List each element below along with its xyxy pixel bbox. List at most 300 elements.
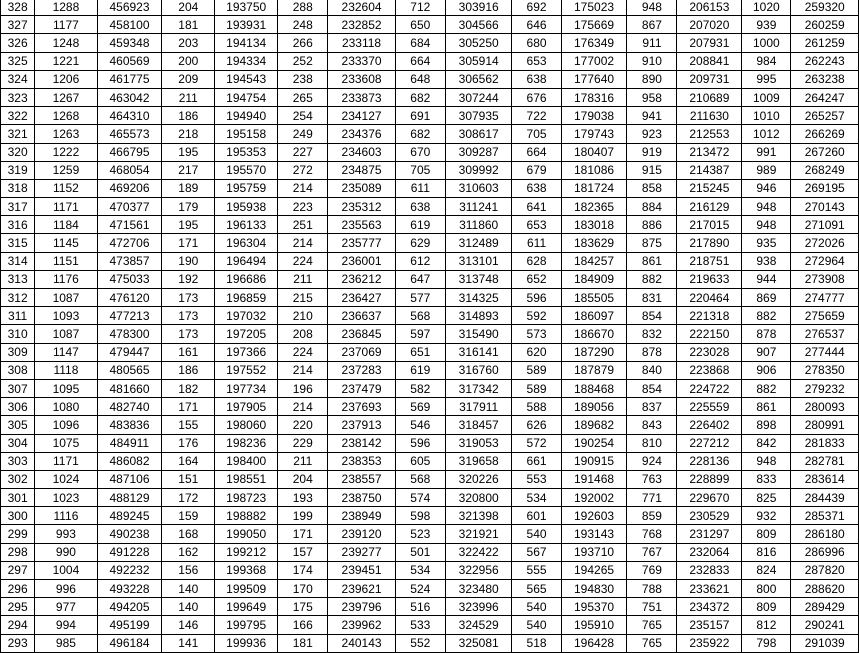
- table-cell: 458100: [97, 16, 162, 34]
- table-cell: 252: [278, 52, 328, 70]
- table-cell: 192: [162, 270, 215, 288]
- table-cell: 882: [742, 379, 791, 397]
- table-cell: 765: [627, 616, 677, 634]
- table-cell: 890: [627, 70, 677, 88]
- table-cell: 182365: [561, 198, 627, 216]
- table-cell: 190: [162, 252, 215, 270]
- table-row: [1, 379, 859, 397]
- table-cell: 302: [1, 470, 35, 488]
- table-cell: 204: [162, 0, 215, 16]
- table-cell: 990: [35, 543, 97, 561]
- table-cell: 283614: [791, 470, 859, 488]
- table-row: [1, 580, 859, 598]
- table-cell: 235922: [677, 634, 742, 652]
- table-cell: 195759: [215, 179, 278, 197]
- table-cell: 682: [395, 125, 445, 143]
- table-cell: 1222: [35, 143, 97, 161]
- table-cell: 288620: [791, 580, 859, 598]
- table-row: [1, 434, 859, 452]
- table-cell: 995: [742, 70, 791, 88]
- table-cell: 311860: [445, 216, 512, 234]
- table-cell: 198551: [215, 470, 278, 488]
- table-row: [1, 107, 859, 125]
- table-cell: 596: [395, 434, 445, 452]
- table-cell: 215: [278, 289, 328, 307]
- table-cell: 214: [278, 179, 328, 197]
- table-cell: 186: [162, 107, 215, 125]
- table-cell: 268249: [791, 161, 859, 179]
- table-cell: 232833: [677, 561, 742, 579]
- table-cell: 569: [395, 398, 445, 416]
- table-cell: 239277: [328, 543, 395, 561]
- table-cell: 299: [1, 525, 35, 543]
- table-cell: 464310: [97, 107, 162, 125]
- table-cell: 705: [395, 161, 445, 179]
- table-cell: 948: [742, 452, 791, 470]
- table-cell: 941: [627, 107, 677, 125]
- table-cell: 238: [278, 70, 328, 88]
- table-cell: 159: [162, 507, 215, 525]
- table-cell: 184909: [561, 270, 627, 288]
- table-cell: 254: [278, 107, 328, 125]
- table-cell: 140: [162, 598, 215, 616]
- table-cell: 235777: [328, 234, 395, 252]
- table-cell: 800: [742, 580, 791, 598]
- table-cell: 285371: [791, 507, 859, 525]
- table-cell: 321: [1, 125, 35, 143]
- table-cell: 323: [1, 88, 35, 106]
- table-cell: 211: [278, 270, 328, 288]
- table-cell: 486082: [97, 452, 162, 470]
- table-cell: 170: [278, 580, 328, 598]
- table-cell: 195370: [561, 598, 627, 616]
- table-cell: 910: [627, 52, 677, 70]
- table-cell: 238353: [328, 452, 395, 470]
- table-cell: 684: [395, 34, 445, 52]
- table-cell: 162: [162, 543, 215, 561]
- table-cell: 146: [162, 616, 215, 634]
- table-row: [1, 289, 859, 307]
- table-cell: 484911: [97, 434, 162, 452]
- table-cell: 476120: [97, 289, 162, 307]
- table-cell: 567: [512, 543, 561, 561]
- table-cell: 249: [278, 125, 328, 143]
- table-cell: 1095: [35, 379, 97, 397]
- table-row: [1, 616, 859, 634]
- table-cell: 318457: [445, 416, 512, 434]
- table-row: [1, 0, 859, 16]
- table-cell: 322: [1, 107, 35, 125]
- table-cell: 316: [1, 216, 35, 234]
- table-cell: 316760: [445, 361, 512, 379]
- table-cell: 176: [162, 434, 215, 452]
- table-cell: 190254: [561, 434, 627, 452]
- table-cell: 646: [512, 16, 561, 34]
- table-cell: 209731: [677, 70, 742, 88]
- table-cell: 195570: [215, 161, 278, 179]
- table-cell: 226402: [677, 416, 742, 434]
- table-cell: 692: [512, 0, 561, 16]
- table-cell: 906: [742, 361, 791, 379]
- table-cell: 269195: [791, 179, 859, 197]
- table-cell: 178316: [561, 88, 627, 106]
- table-cell: 629: [395, 234, 445, 252]
- table-cell: 174: [278, 561, 328, 579]
- table-cell: 234372: [677, 598, 742, 616]
- table-cell: 238142: [328, 434, 395, 452]
- table-cell: 194940: [215, 107, 278, 125]
- table-cell: 320226: [445, 470, 512, 488]
- table-cell: 466795: [97, 143, 162, 161]
- table-cell: 225559: [677, 398, 742, 416]
- table-cell: 534: [395, 561, 445, 579]
- table-cell: 620: [512, 343, 561, 361]
- table-cell: 840: [627, 361, 677, 379]
- table-cell: 237693: [328, 398, 395, 416]
- table-cell: 501: [395, 543, 445, 561]
- table-cell: 1004: [35, 561, 97, 579]
- table-row: [1, 398, 859, 416]
- table-cell: 1116: [35, 507, 97, 525]
- table-cell: 932: [742, 507, 791, 525]
- table-cell: 215245: [677, 179, 742, 197]
- table-cell: 191468: [561, 470, 627, 488]
- table-cell: 214: [278, 361, 328, 379]
- table-cell: 223868: [677, 361, 742, 379]
- table-cell: 304: [1, 434, 35, 452]
- table-cell: 307: [1, 379, 35, 397]
- table-cell: 459348: [97, 34, 162, 52]
- table-cell: 186097: [561, 307, 627, 325]
- table-cell: 651: [395, 343, 445, 361]
- table-cell: 175669: [561, 16, 627, 34]
- table-cell: 239962: [328, 616, 395, 634]
- table-cell: 214387: [677, 161, 742, 179]
- table-cell: 463042: [97, 88, 162, 106]
- table-cell: 171: [162, 234, 215, 252]
- table-cell: 188468: [561, 379, 627, 397]
- table-cell: 518: [512, 634, 561, 652]
- table-cell: 477213: [97, 307, 162, 325]
- table-cell: 816: [742, 543, 791, 561]
- table-cell: 291039: [791, 634, 859, 652]
- table-cell: 568: [395, 470, 445, 488]
- table-row: [1, 234, 859, 252]
- table-cell: 314893: [445, 307, 512, 325]
- table-cell: 277444: [791, 343, 859, 361]
- table-cell: 480565: [97, 361, 162, 379]
- table-cell: 324529: [445, 616, 512, 634]
- table-cell: 751: [627, 598, 677, 616]
- table-cell: 210: [278, 307, 328, 325]
- table-cell: 924: [627, 452, 677, 470]
- table-cell: 472706: [97, 234, 162, 252]
- table-cell: 262243: [791, 52, 859, 70]
- table-cell: 810: [627, 434, 677, 452]
- table-cell: 647: [395, 270, 445, 288]
- table-cell: 193750: [215, 0, 278, 16]
- table-cell: 309: [1, 343, 35, 361]
- table-cell: 1268: [35, 107, 97, 125]
- table-cell: 219633: [677, 270, 742, 288]
- table-cell: 1171: [35, 198, 97, 216]
- table-cell: 1000: [742, 34, 791, 52]
- table-cell: 171: [278, 525, 328, 543]
- table-body: [1, 0, 859, 652]
- table-cell: 309287: [445, 143, 512, 161]
- table-cell: 320: [1, 143, 35, 161]
- table-cell: 187879: [561, 361, 627, 379]
- table-cell: 195938: [215, 198, 278, 216]
- table-cell: 1118: [35, 361, 97, 379]
- table-cell: 991: [742, 143, 791, 161]
- table-cell: 231297: [677, 525, 742, 543]
- table-cell: 298: [1, 543, 35, 561]
- table-cell: 199649: [215, 598, 278, 616]
- table-cell: 878: [627, 343, 677, 361]
- table-cell: 195910: [561, 616, 627, 634]
- table-cell: 948: [742, 198, 791, 216]
- table-cell: 157: [278, 543, 328, 561]
- table-cell: 237069: [328, 343, 395, 361]
- table-cell: 691: [395, 107, 445, 125]
- table-cell: 1176: [35, 270, 97, 288]
- table-cell: 304566: [445, 16, 512, 34]
- table-cell: 676: [512, 88, 561, 106]
- table-cell: 176349: [561, 34, 627, 52]
- table-cell: 882: [627, 270, 677, 288]
- table-cell: 189056: [561, 398, 627, 416]
- table-cell: 234875: [328, 161, 395, 179]
- table-cell: 251: [278, 216, 328, 234]
- table-cell: 533: [395, 616, 445, 634]
- table-cell: 491228: [97, 543, 162, 561]
- table-cell: 321921: [445, 525, 512, 543]
- table-cell: 313101: [445, 252, 512, 270]
- table-cell: 305250: [445, 34, 512, 52]
- table-cell: 481660: [97, 379, 162, 397]
- table-cell: 239120: [328, 525, 395, 543]
- table-cell: 598: [395, 507, 445, 525]
- table-cell: 555: [512, 561, 561, 579]
- table-cell: 198723: [215, 489, 278, 507]
- table-cell: 156: [162, 561, 215, 579]
- table-cell: 994: [35, 616, 97, 634]
- table-cell: 177640: [561, 70, 627, 88]
- table-cell: 878: [742, 325, 791, 343]
- table-cell: 768: [627, 525, 677, 543]
- table-cell: 186670: [561, 325, 627, 343]
- table-cell: 181: [278, 634, 328, 652]
- table-cell: 232604: [328, 0, 395, 16]
- table-row: [1, 125, 859, 143]
- table-cell: 197905: [215, 398, 278, 416]
- table-cell: 234376: [328, 125, 395, 143]
- table-cell: 182: [162, 379, 215, 397]
- table-cell: 267260: [791, 143, 859, 161]
- table-cell: 220: [278, 416, 328, 434]
- table-cell: 207931: [677, 34, 742, 52]
- table-row: [1, 598, 859, 616]
- table-cell: 907: [742, 343, 791, 361]
- table-cell: 314: [1, 252, 35, 270]
- table-cell: 203: [162, 34, 215, 52]
- table-cell: 812: [742, 616, 791, 634]
- table-row: [1, 543, 859, 561]
- table-cell: 236427: [328, 289, 395, 307]
- table-cell: 478300: [97, 325, 162, 343]
- table-cell: 1010: [742, 107, 791, 125]
- table-cell: 181086: [561, 161, 627, 179]
- table-cell: 989: [742, 161, 791, 179]
- table-cell: 198236: [215, 434, 278, 452]
- table-cell: 235312: [328, 198, 395, 216]
- table-cell: 237479: [328, 379, 395, 397]
- table-cell: 195: [162, 143, 215, 161]
- table-cell: 197205: [215, 325, 278, 343]
- table-cell: 1087: [35, 325, 97, 343]
- table-cell: 239796: [328, 598, 395, 616]
- table-cell: 300: [1, 507, 35, 525]
- table-cell: 479447: [97, 343, 162, 361]
- table-cell: 824: [742, 561, 791, 579]
- table-cell: 271091: [791, 216, 859, 234]
- table-cell: 238557: [328, 470, 395, 488]
- table-cell: 197552: [215, 361, 278, 379]
- table-row: [1, 343, 859, 361]
- table-cell: 293: [1, 634, 35, 652]
- table-cell: 619: [395, 216, 445, 234]
- table-cell: 236845: [328, 325, 395, 343]
- table-cell: 224722: [677, 379, 742, 397]
- table-cell: 470377: [97, 198, 162, 216]
- table-cell: 233873: [328, 88, 395, 106]
- table-cell: 653: [512, 216, 561, 234]
- table-cell: 179038: [561, 107, 627, 125]
- table-cell: 601: [512, 507, 561, 525]
- table-cell: 460569: [97, 52, 162, 70]
- table-cell: 195158: [215, 125, 278, 143]
- table-cell: 605: [395, 452, 445, 470]
- table-cell: 319: [1, 161, 35, 179]
- table-cell: 187290: [561, 343, 627, 361]
- table-cell: 206153: [677, 0, 742, 16]
- table-cell: 151: [162, 470, 215, 488]
- table-cell: 197032: [215, 307, 278, 325]
- table-cell: 266269: [791, 125, 859, 143]
- table-cell: 475033: [97, 270, 162, 288]
- table-cell: 461775: [97, 70, 162, 88]
- table-cell: 312489: [445, 234, 512, 252]
- table-cell: 239621: [328, 580, 395, 598]
- table-row: [1, 16, 859, 34]
- table-cell: 185505: [561, 289, 627, 307]
- table-cell: 958: [627, 88, 677, 106]
- table-cell: 682: [395, 88, 445, 106]
- table-cell: 236212: [328, 270, 395, 288]
- table-cell: 1080: [35, 398, 97, 416]
- table-cell: 1177: [35, 16, 97, 34]
- table-cell: 471561: [97, 216, 162, 234]
- table-cell: 915: [627, 161, 677, 179]
- table-cell: 192002: [561, 489, 627, 507]
- table-cell: 194265: [561, 561, 627, 579]
- table-cell: 861: [742, 398, 791, 416]
- table-cell: 295: [1, 598, 35, 616]
- table-cell: 265: [278, 88, 328, 106]
- table-cell: 310603: [445, 179, 512, 197]
- table-cell: 211630: [677, 107, 742, 125]
- table-cell: 465573: [97, 125, 162, 143]
- table-cell: 938: [742, 252, 791, 270]
- table-cell: 882: [742, 307, 791, 325]
- table-cell: 589: [512, 379, 561, 397]
- table-cell: 265257: [791, 107, 859, 125]
- table-cell: 323996: [445, 598, 512, 616]
- table-cell: 612: [395, 252, 445, 270]
- table-cell: 308617: [445, 125, 512, 143]
- table-cell: 1288: [35, 0, 97, 16]
- table-cell: 199795: [215, 616, 278, 634]
- table-cell: 313: [1, 270, 35, 288]
- table-cell: 270143: [791, 198, 859, 216]
- table-cell: 155: [162, 416, 215, 434]
- table-cell: 305: [1, 416, 35, 434]
- table-cell: 234127: [328, 107, 395, 125]
- table-cell: 842: [742, 434, 791, 452]
- table-cell: 1248: [35, 34, 97, 52]
- table-cell: 290241: [791, 616, 859, 634]
- table-cell: 194134: [215, 34, 278, 52]
- table-cell: 272: [278, 161, 328, 179]
- table-cell: 858: [627, 179, 677, 197]
- table-cell: 492232: [97, 561, 162, 579]
- table-cell: 540: [512, 598, 561, 616]
- table-cell: 220464: [677, 289, 742, 307]
- table-cell: 229670: [677, 489, 742, 507]
- table-cell: 168: [162, 525, 215, 543]
- table-cell: 611: [512, 234, 561, 252]
- table-cell: 1012: [742, 125, 791, 143]
- table-cell: 588: [512, 398, 561, 416]
- table-cell: 552: [395, 634, 445, 652]
- table-cell: 221318: [677, 307, 742, 325]
- table-cell: 898: [742, 416, 791, 434]
- table-cell: 809: [742, 598, 791, 616]
- table-cell: 214: [278, 234, 328, 252]
- table-cell: 272026: [791, 234, 859, 252]
- table-cell: 628: [512, 252, 561, 270]
- table-cell: 592: [512, 307, 561, 325]
- table-cell: 310: [1, 325, 35, 343]
- table-cell: 712: [395, 0, 445, 16]
- table-cell: 175: [278, 598, 328, 616]
- table-cell: 287820: [791, 561, 859, 579]
- table-cell: 1087: [35, 289, 97, 307]
- table-cell: 482740: [97, 398, 162, 416]
- table-row: [1, 634, 859, 652]
- table-cell: 199: [278, 507, 328, 525]
- table-row: [1, 325, 859, 343]
- table-cell: 194543: [215, 70, 278, 88]
- table-cell: 854: [627, 307, 677, 325]
- table-cell: 141: [162, 634, 215, 652]
- table-cell: 273908: [791, 270, 859, 288]
- table-cell: 197734: [215, 379, 278, 397]
- table-cell: 276537: [791, 325, 859, 343]
- table-cell: 301: [1, 489, 35, 507]
- table-cell: 173: [162, 325, 215, 343]
